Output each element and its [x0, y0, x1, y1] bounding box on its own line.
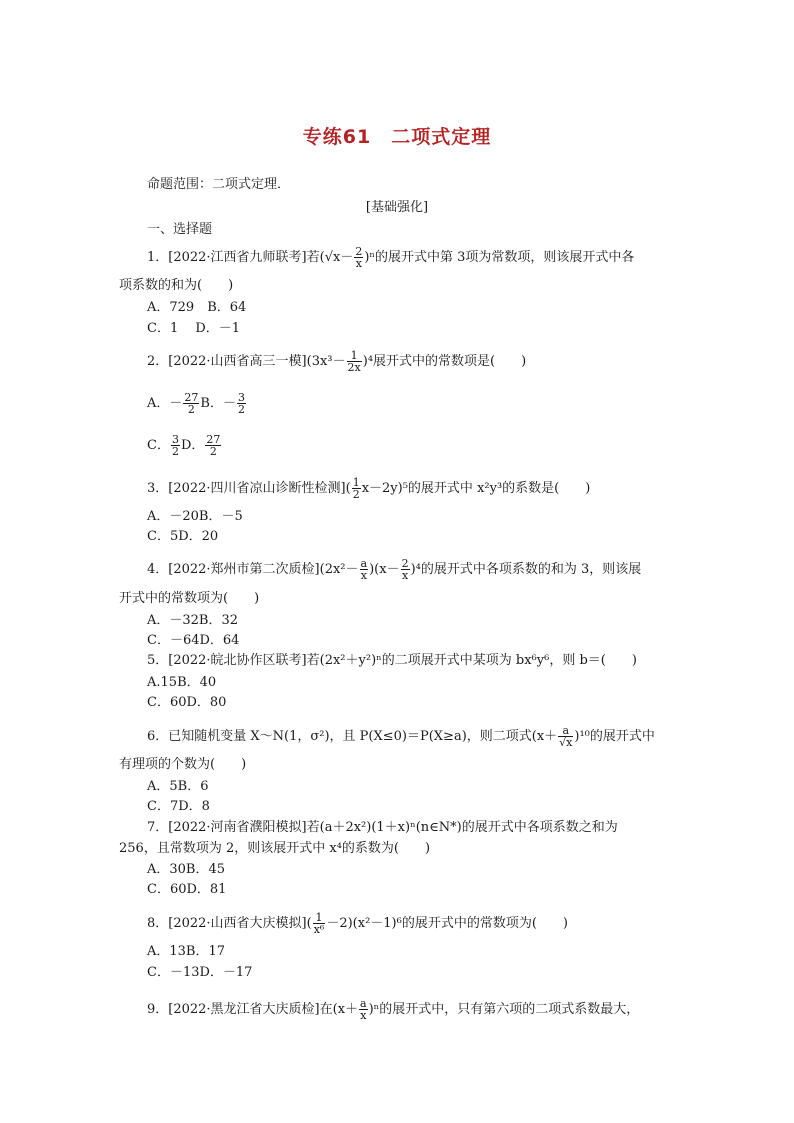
section-basic: [基础强化]	[365, 200, 429, 215]
q4-options-cd: C．－64D．64	[147, 633, 240, 648]
q3-options-ab: A．－20B．－5	[147, 509, 243, 524]
q2-options-ab: A．－ $\frac{27}{2}$ B．－ $\frac{3}{2}$	[147, 391, 245, 416]
question-6: 6．已知随机变量 X～N(1，σ²)，且 P(X≤0)＝P(X≥a)，则二项式(x＋ $\frac{a}{√x}$ )¹⁰的展开式中	[147, 724, 655, 749]
q8-options-ab: A．13B．17	[147, 944, 226, 959]
fraction: $\frac{1}{2}$	[352, 476, 360, 501]
question-9: 9．[2022·黑龙江省大庆质检]在(x＋ $\frac{a}{x}$ )ⁿ的展开式中，只有第六项的二项式系数最大，	[147, 997, 640, 1022]
q7-options-ab: A．30B．45	[147, 862, 226, 877]
scope-line: 命题范围：二项式定理．	[147, 177, 291, 192]
q8-options-cd: C．－13D．－17	[147, 965, 253, 980]
q5-options-cd: C．60D．80	[147, 695, 227, 710]
question-6-cont: 有理项的个数为( )	[119, 757, 247, 772]
question-5: 5．[2022·皖北协作区联考]若(2x²＋y²)ⁿ的二项展开式中某项为 bx⁶y⁶，则 b＝( )	[147, 653, 637, 668]
fraction: $\frac{1}{2x}$	[347, 349, 361, 374]
question-1-cont: 项系数的和为( )	[119, 278, 234, 293]
question-8: 8．[2022·山西省大庆模拟]( $\frac{1}{\text{x⁶}}$ －2)(x²－1)⁶的展开式中的常数项为( )	[147, 911, 568, 936]
question-7: 7．[2022·河南省濮阳模拟]若(a＋2x²)(1＋x)ⁿ(n∈N*)的展开式中各项系数之和为	[147, 820, 618, 835]
question-1: 1．[2022·江西省九师联考]若(√x－ $\frac{2}{x}$ )ⁿ的展开式中第 3项为常数项，则该展开式中各	[147, 245, 635, 270]
question-3: 3．[2022·四川省凉山诊断性检测]( $\frac{1}{2}$ x－2y)⁵的展开式中 x²y³的系数是( )	[147, 476, 591, 501]
q1-options-ab: A．729 B．64	[147, 300, 247, 315]
q2-options-cd: C． $\frac{3}{2}$ D． $\frac{27}{2}$	[147, 433, 221, 458]
q1-options-cd: C．1 D．－1	[147, 321, 241, 336]
q7-options-cd: C．60D．81	[147, 882, 227, 897]
question-7-cont: 256，且常数项为 2，则该展开式中 x⁴的系数为( )	[119, 841, 431, 856]
fraction: $\frac{2}{x}$	[355, 245, 363, 270]
q3-options-cd: C．5D．20	[147, 529, 219, 544]
question-4: 4．[2022·郑州市第二次质检](2x²－ $\frac{a}{x}$ )(x－ $\frac{2}{x}$ )⁴的展开式中各项系数的和为 3，则该展	[147, 557, 642, 582]
question-4-cont: 开式中的常数项为( )	[119, 591, 260, 606]
question-2: 2．[2022·山西省高三一模](3x³－ $\frac{1}{2x}$ )⁴展开式中的常数项是( )	[147, 349, 527, 374]
q4-options-ab: A．－32B．32	[147, 613, 239, 628]
section-choice: 一、选择题	[147, 222, 213, 237]
q6-options-cd: C．7D．8	[147, 799, 210, 814]
q5-options-ab: A.15B．40	[147, 675, 217, 690]
page-title: 专练61 二项式定理	[302, 126, 492, 148]
q6-options-ab: A．5B．6	[147, 779, 209, 794]
